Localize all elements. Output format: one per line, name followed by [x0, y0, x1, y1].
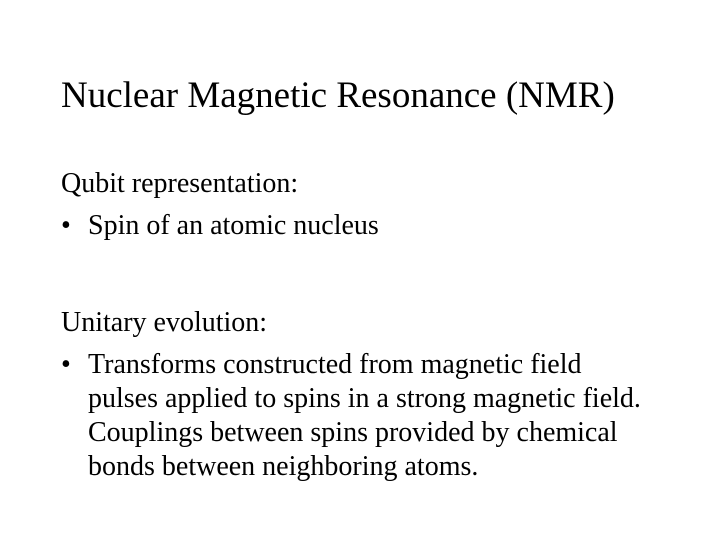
section-qubit-representation: [61, 167, 688, 242]
section-unitary-evolution: [61, 306, 688, 484]
section-heading: Unitary evolution:: [61, 307, 268, 338]
bullet-icon: •: [61, 210, 71, 241]
bullet-text: Spin of an atomic nucleus: [88, 210, 379, 241]
section-heading: Qubit representation:: [61, 168, 299, 199]
bullet-text: Transforms constructed from magnetic field pulses applied to spins in a strong magnetic field. Couplings between spins provided by chemical bonds between neighboring atoms.: [88, 349, 641, 482]
bullet-item: [61, 348, 688, 484]
bullet-item: [61, 209, 688, 242]
bullet-icon: •: [61, 349, 71, 380]
slide-title: Nuclear Magnetic Resonance (NMR): [61, 75, 615, 116]
